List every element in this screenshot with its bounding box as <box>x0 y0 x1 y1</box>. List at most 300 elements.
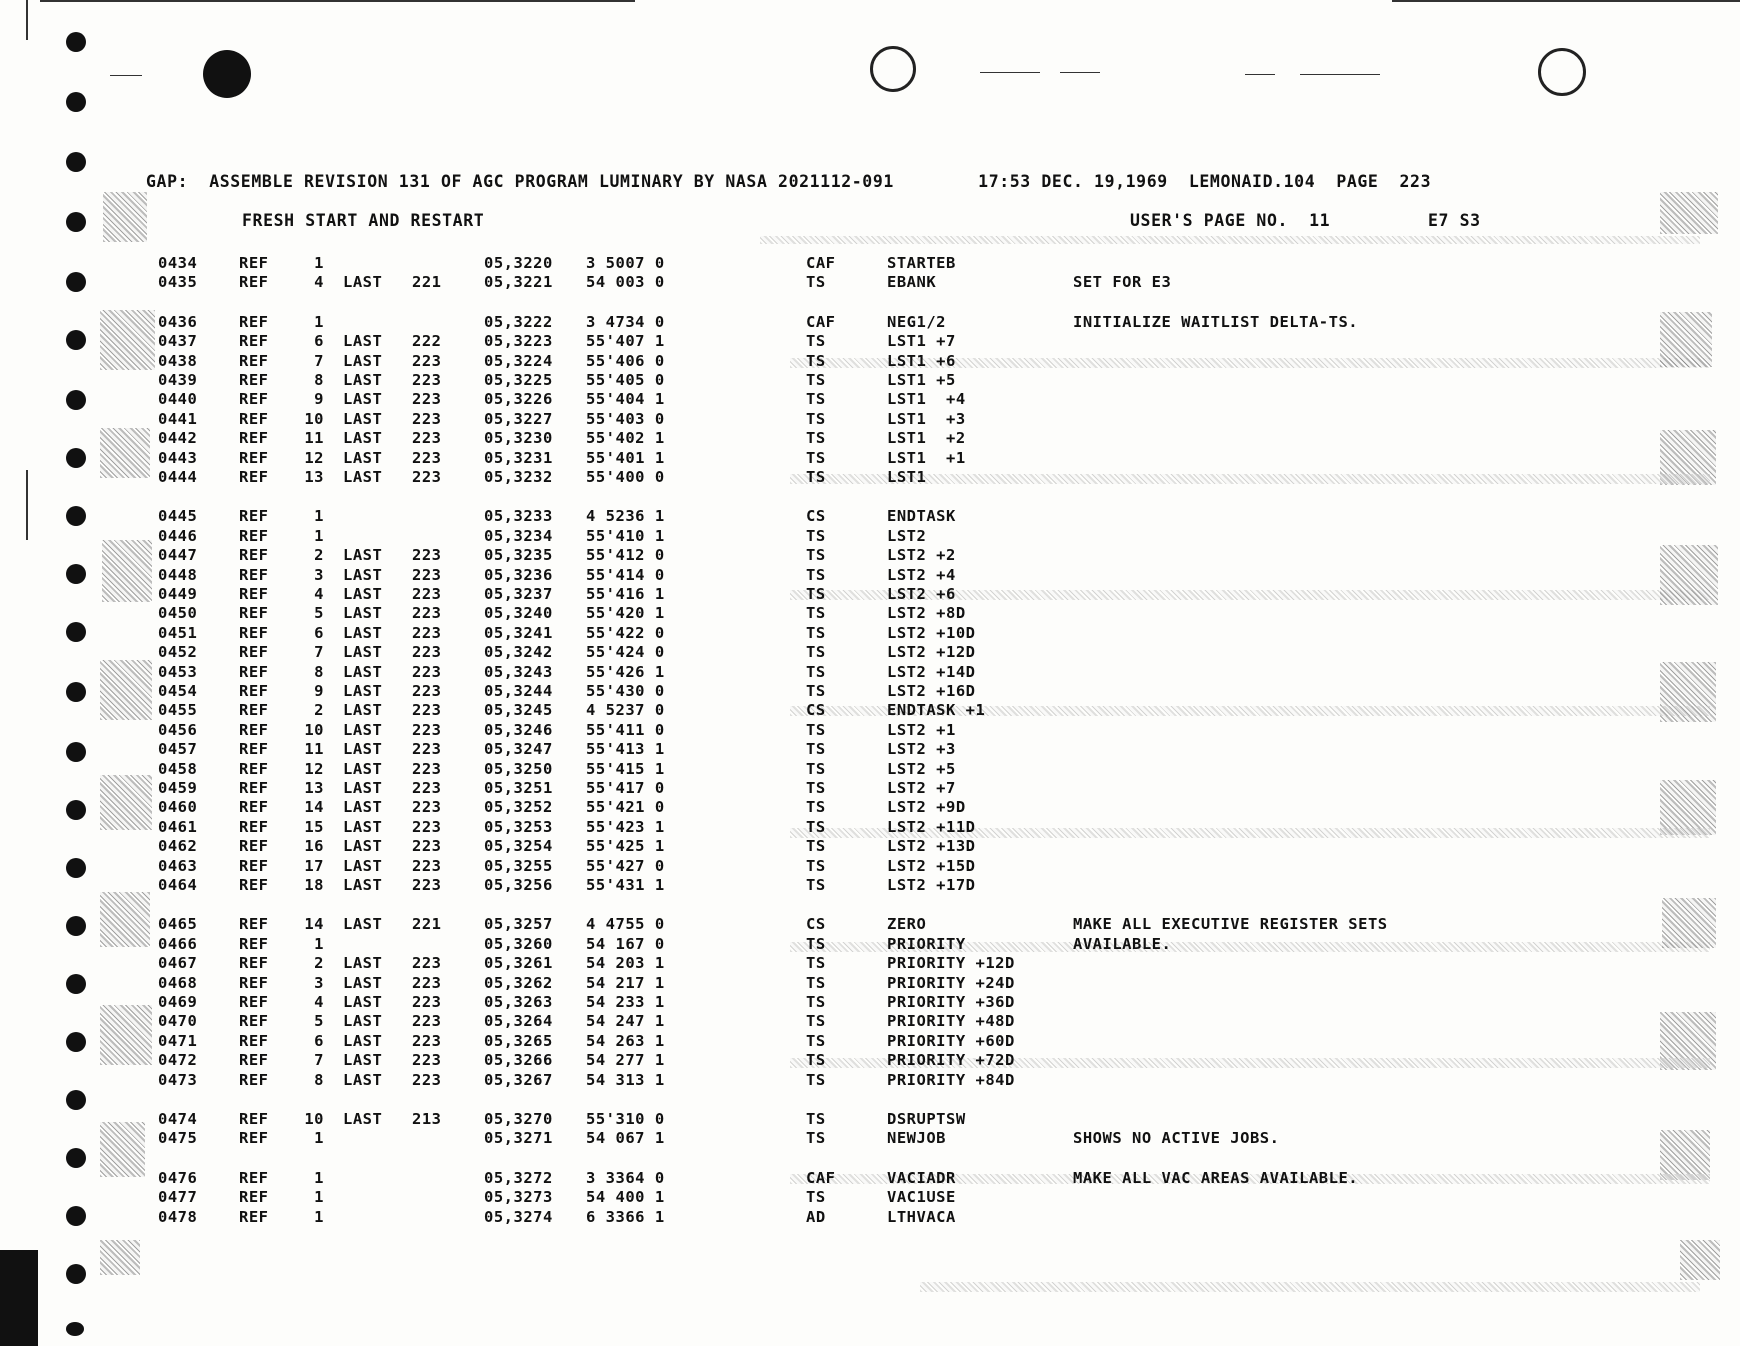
punch-hole <box>66 1090 86 1110</box>
last-label: LAST <box>343 604 383 623</box>
ref-count: 8 <box>314 1070 324 1089</box>
listing-line <box>0 352 1700 371</box>
punch-hole <box>66 1148 86 1168</box>
last-page: 223 <box>412 604 442 623</box>
comment: AVAILABLE. <box>1073 934 1172 953</box>
ref-count: 1 <box>314 254 324 272</box>
ref-count: 12 <box>304 759 324 778</box>
operand: LST2 +15D <box>887 856 976 875</box>
last-label: LAST <box>343 798 383 817</box>
ref-label: REF <box>239 604 269 623</box>
operand: VAC1USE <box>887 1188 956 1207</box>
address: 05,3252 <box>484 798 553 817</box>
listing-line <box>0 1071 1700 1090</box>
address: 05,3235 <box>484 546 553 565</box>
section-title: FRESH START AND RESTART <box>242 211 485 230</box>
address: 05,3255 <box>484 856 553 875</box>
last-label: LAST <box>343 1012 383 1031</box>
ref-count: 15 <box>304 817 324 836</box>
line-number: 0463 <box>158 856 198 875</box>
line-number: 0455 <box>158 701 198 720</box>
operand: LST2 +2 <box>887 546 956 565</box>
object-code: 6 3366 1 <box>586 1207 665 1226</box>
ref-count: 4 <box>314 273 324 292</box>
opcode: TS <box>806 662 826 681</box>
opcode: TS <box>806 623 826 642</box>
comment: MAKE ALL EXECUTIVE REGISTER SETS <box>1073 915 1388 934</box>
object-code: 55'427 0 <box>586 856 665 875</box>
scan-noise <box>1680 1240 1720 1280</box>
operand: ENDTASK +1 <box>887 701 986 720</box>
ref-label: REF <box>239 390 269 409</box>
last-label: LAST <box>343 817 383 836</box>
line-number: 0447 <box>158 546 198 565</box>
comment: SHOWS NO ACTIVE JOBS. <box>1073 1129 1280 1148</box>
object-code: 3 5007 0 <box>586 254 665 272</box>
ref-label: REF <box>239 1168 269 1187</box>
ref-label: REF <box>239 682 269 700</box>
comment: MAKE ALL VAC AREAS AVAILABLE. <box>1073 1168 1359 1187</box>
user-page-number: USER'S PAGE NO. 11 <box>1130 211 1331 230</box>
operand: LST2 +13D <box>887 837 976 856</box>
ref-label: REF <box>239 273 269 292</box>
address: 05,3244 <box>484 682 553 700</box>
address: 05,3261 <box>484 954 553 973</box>
opcode: TS <box>806 332 826 351</box>
ref-label: REF <box>239 429 269 448</box>
opcode: TS <box>806 390 826 409</box>
object-code: 54 263 1 <box>586 1031 665 1050</box>
ref-label: REF <box>239 1031 269 1050</box>
object-code: 54 167 0 <box>586 934 665 953</box>
last-page: 223 <box>412 682 442 700</box>
ref-count: 4 <box>314 993 324 1011</box>
listing-line <box>0 857 1700 876</box>
object-code: 55'412 0 <box>586 546 665 565</box>
listing-line <box>0 410 1700 429</box>
listing-line <box>0 390 1700 409</box>
object-code: 55'426 1 <box>586 662 665 681</box>
last-page: 223 <box>412 351 442 370</box>
opcode: TS <box>806 837 826 856</box>
ref-label: REF <box>239 1207 269 1226</box>
line-number: 0439 <box>158 371 198 389</box>
address: 05,3222 <box>484 312 553 331</box>
opcode: TS <box>806 526 826 545</box>
last-label: LAST <box>343 409 383 428</box>
object-code: 4 4755 0 <box>586 915 665 934</box>
object-code: 55'420 1 <box>586 604 665 623</box>
operand: LST1 +4 <box>887 390 966 409</box>
ref-label: REF <box>239 720 269 739</box>
line-number: 0465 <box>158 915 198 934</box>
line-number: 0466 <box>158 934 198 953</box>
address: 05,3233 <box>484 507 553 526</box>
last-label: LAST <box>343 643 383 662</box>
ref-count: 6 <box>314 1031 324 1050</box>
line-number: 0437 <box>158 332 198 351</box>
line-number: 0464 <box>158 876 198 894</box>
operand: LST1 +7 <box>887 332 956 351</box>
address: 05,3221 <box>484 273 553 292</box>
object-code: 55'424 0 <box>586 643 665 662</box>
last-page: 213 <box>412 1110 442 1128</box>
ref-label: REF <box>239 507 269 526</box>
operand: LST2 +16D <box>887 682 976 700</box>
ref-count: 14 <box>304 798 324 817</box>
listing-line <box>0 1169 1700 1188</box>
last-page: 223 <box>412 585 442 603</box>
operand: LST1 +5 <box>887 371 956 389</box>
ref-label: REF <box>239 779 269 797</box>
ref-label: REF <box>239 312 269 331</box>
address: 05,3254 <box>484 837 553 856</box>
last-label: LAST <box>343 993 383 1011</box>
line-number: 0435 <box>158 273 198 292</box>
left-rule <box>26 0 28 40</box>
last-label: LAST <box>343 390 383 409</box>
operand: LTHVACA <box>887 1207 956 1226</box>
ref-label: REF <box>239 934 269 953</box>
ref-count: 4 <box>314 585 324 603</box>
opcode: CAF <box>806 312 836 331</box>
address: 05,3250 <box>484 759 553 778</box>
binder-ring <box>870 46 916 92</box>
address: 05,3230 <box>484 429 553 448</box>
operand: PRIORITY <box>887 934 966 953</box>
line-number: 0474 <box>158 1110 198 1128</box>
ref-count: 8 <box>314 662 324 681</box>
last-page: 223 <box>412 662 442 681</box>
object-code: 55'416 1 <box>586 585 665 603</box>
last-page: 221 <box>412 915 442 934</box>
object-code: 4 5236 1 <box>586 507 665 526</box>
ref-count: 9 <box>314 390 324 409</box>
comment: SET FOR E3 <box>1073 273 1172 292</box>
ref-label: REF <box>239 565 269 584</box>
address: 05,3274 <box>484 1207 553 1226</box>
scan-streak <box>760 236 1700 244</box>
opcode: TS <box>806 720 826 739</box>
ref-label: REF <box>239 643 269 662</box>
ref-count: 14 <box>304 915 324 934</box>
listing-line <box>0 974 1700 993</box>
address: 05,3266 <box>484 1051 553 1070</box>
operand: PRIORITY +48D <box>887 1012 1015 1031</box>
opcode: TS <box>806 954 826 973</box>
ref-count: 7 <box>314 351 324 370</box>
ref-count: 16 <box>304 837 324 856</box>
address: 05,3226 <box>484 390 553 409</box>
operand: LST1 +1 <box>887 448 966 467</box>
line-number: 0471 <box>158 1031 198 1050</box>
last-label: LAST <box>343 720 383 739</box>
last-label: LAST <box>343 682 383 700</box>
listing-line <box>0 701 1700 720</box>
dash-line <box>110 75 142 76</box>
listing-line <box>0 332 1700 351</box>
ref-label: REF <box>239 448 269 467</box>
address: 05,3245 <box>484 701 553 720</box>
binder-hole <box>203 50 251 98</box>
last-page: 223 <box>412 390 442 409</box>
last-label: LAST <box>343 740 383 759</box>
operand: PRIORITY +60D <box>887 1031 1015 1050</box>
address: 05,3251 <box>484 779 553 797</box>
object-code: 55'414 0 <box>586 565 665 584</box>
listing-line <box>0 837 1700 856</box>
line-number: 0446 <box>158 526 198 545</box>
object-code: 54 067 1 <box>586 1129 665 1148</box>
last-page: 223 <box>412 409 442 428</box>
ref-label: REF <box>239 254 269 272</box>
opcode: TS <box>806 546 826 565</box>
line-number: 0440 <box>158 390 198 409</box>
listing-line <box>0 779 1700 798</box>
scan-noise <box>1660 192 1718 234</box>
listing-line <box>0 1110 1700 1129</box>
ref-count: 10 <box>304 720 324 739</box>
ref-label: REF <box>239 1110 269 1128</box>
line-number: 0477 <box>158 1188 198 1207</box>
opcode: TS <box>806 1110 826 1128</box>
operand: LST2 +1 <box>887 720 956 739</box>
last-page: 223 <box>412 565 442 584</box>
operand: NEWJOB <box>887 1129 946 1148</box>
listing-line <box>0 915 1700 934</box>
address: 05,3271 <box>484 1129 553 1148</box>
opcode: CAF <box>806 254 836 272</box>
ref-label: REF <box>239 1129 269 1148</box>
ref-count: 3 <box>314 565 324 584</box>
ref-label: REF <box>239 701 269 720</box>
ref-label: REF <box>239 1188 269 1207</box>
opcode: CS <box>806 701 826 720</box>
opcode: TS <box>806 876 826 894</box>
object-code: 55'430 0 <box>586 682 665 700</box>
last-label: LAST <box>343 546 383 565</box>
last-page: 223 <box>412 1070 442 1089</box>
operand: LST1 +6 <box>887 351 956 370</box>
line-number: 0472 <box>158 1051 198 1070</box>
address: 05,3225 <box>484 371 553 389</box>
line-number: 0467 <box>158 954 198 973</box>
opcode: TS <box>806 1012 826 1031</box>
listing-line <box>0 585 1700 604</box>
address: 05,3232 <box>484 468 553 486</box>
ref-count: 6 <box>314 623 324 642</box>
object-code: 55'406 0 <box>586 351 665 370</box>
listing-header: GAP: ASSEMBLE REVISION 131 OF AGC PROGRAM LUMINARY BY NASA 2021112-091 17:53 DEC. 19,1969 LEMONAID.104 PAGE 223 <box>146 172 1432 191</box>
opcode: TS <box>806 856 826 875</box>
opcode: TS <box>806 351 826 370</box>
opcode: TS <box>806 448 826 467</box>
top-rule <box>1392 0 1740 2</box>
last-label: LAST <box>343 856 383 875</box>
last-page: 223 <box>412 429 442 448</box>
operand: LST2 +8D <box>887 604 966 623</box>
listing-line <box>0 254 1700 273</box>
address: 05,3224 <box>484 351 553 370</box>
last-page: 223 <box>412 798 442 817</box>
punch-hole <box>66 92 86 112</box>
opcode: TS <box>806 779 826 797</box>
opcode: TS <box>806 993 826 1011</box>
last-page: 223 <box>412 954 442 973</box>
last-label: LAST <box>343 1110 383 1128</box>
line-number: 0443 <box>158 448 198 467</box>
line-number: 0476 <box>158 1168 198 1187</box>
ref-label: REF <box>239 817 269 836</box>
operand: DSRUPTSW <box>887 1110 966 1128</box>
listing-line <box>0 663 1700 682</box>
operand: LST2 +3 <box>887 740 956 759</box>
line-number: 0441 <box>158 409 198 428</box>
ref-count: 5 <box>314 604 324 623</box>
last-label: LAST <box>343 1031 383 1050</box>
operand: LST1 +3 <box>887 409 966 428</box>
opcode: TS <box>806 409 826 428</box>
ref-label: REF <box>239 585 269 603</box>
operand: LST2 +7 <box>887 779 956 797</box>
operand: PRIORITY +84D <box>887 1070 1015 1089</box>
opcode: TS <box>806 973 826 992</box>
last-page: 223 <box>412 876 442 894</box>
operand: LST2 +6 <box>887 585 956 603</box>
dash-line <box>1060 72 1100 73</box>
opcode: TS <box>806 273 826 292</box>
ref-count: 1 <box>314 1188 324 1207</box>
ref-label: REF <box>239 371 269 389</box>
ref-count: 2 <box>314 701 324 720</box>
operand: LST2 +11D <box>887 817 976 836</box>
object-code: 55'404 1 <box>586 390 665 409</box>
opcode: TS <box>806 585 826 603</box>
ref-label: REF <box>239 1051 269 1070</box>
ref-count: 13 <box>304 468 324 486</box>
ref-count: 1 <box>314 312 324 331</box>
ref-count: 5 <box>314 1012 324 1031</box>
ref-label: REF <box>239 351 269 370</box>
object-code: 54 233 1 <box>586 993 665 1011</box>
ref-label: REF <box>239 954 269 973</box>
listing-line <box>0 546 1700 565</box>
address: 05,3237 <box>484 585 553 603</box>
ref-count: 12 <box>304 448 324 467</box>
last-page: 223 <box>412 371 442 389</box>
address: 05,3257 <box>484 915 553 934</box>
opcode: TS <box>806 643 826 662</box>
page-tag: E7 S3 <box>1428 211 1481 230</box>
object-code: 55'410 1 <box>586 526 665 545</box>
line-number: 0473 <box>158 1070 198 1089</box>
ref-label: REF <box>239 973 269 992</box>
operand: PRIORITY +12D <box>887 954 1015 973</box>
line-number: 0445 <box>158 507 198 526</box>
line-number: 0442 <box>158 429 198 448</box>
opcode: TS <box>806 934 826 953</box>
punch-hole <box>66 1264 86 1284</box>
ref-count: 10 <box>304 1110 324 1128</box>
listing-line <box>0 798 1700 817</box>
dash-line <box>1245 74 1275 75</box>
object-code: 55'403 0 <box>586 409 665 428</box>
ref-count: 1 <box>314 507 324 526</box>
operand: ZERO <box>887 915 927 934</box>
ref-count: 8 <box>314 371 324 389</box>
ref-label: REF <box>239 623 269 642</box>
listing-line <box>0 1032 1700 1051</box>
object-code: 3 4734 0 <box>586 312 665 331</box>
listing-line <box>0 643 1700 662</box>
operand: ENDTASK <box>887 507 956 526</box>
last-label: LAST <box>343 915 383 934</box>
address: 05,3264 <box>484 1012 553 1031</box>
opcode: TS <box>806 740 826 759</box>
line-number: 0449 <box>158 585 198 603</box>
listing-line <box>0 954 1700 973</box>
line-number: 0434 <box>158 254 198 272</box>
object-code: 55'423 1 <box>586 817 665 836</box>
opcode: TS <box>806 1070 826 1089</box>
address: 05,3236 <box>484 565 553 584</box>
last-label: LAST <box>343 701 383 720</box>
address: 05,3231 <box>484 448 553 467</box>
scan-noise <box>100 1240 140 1275</box>
operand: STARTEB <box>887 254 956 272</box>
object-code: 55'411 0 <box>586 720 665 739</box>
address: 05,3234 <box>484 526 553 545</box>
ref-count: 7 <box>314 643 324 662</box>
object-code: 54 203 1 <box>586 954 665 973</box>
line-number: 0457 <box>158 740 198 759</box>
scan-streak <box>920 1282 1700 1292</box>
ref-count: 11 <box>304 429 324 448</box>
ref-label: REF <box>239 798 269 817</box>
ref-label: REF <box>239 409 269 428</box>
listing-line <box>0 682 1700 701</box>
line-number: 0454 <box>158 682 198 700</box>
address: 05,3223 <box>484 332 553 351</box>
line-number: 0438 <box>158 351 198 370</box>
listing-line <box>0 1208 1700 1227</box>
listing-line <box>0 740 1700 759</box>
opcode: TS <box>806 798 826 817</box>
last-page: 223 <box>412 973 442 992</box>
operand: LST2 +12D <box>887 643 976 662</box>
operand: NEG1/2 <box>887 312 946 331</box>
last-page: 223 <box>412 623 442 642</box>
address: 05,3256 <box>484 876 553 894</box>
address: 05,3241 <box>484 623 553 642</box>
punch-hole <box>66 212 86 232</box>
last-page: 223 <box>412 1051 442 1070</box>
object-code: 55'310 0 <box>586 1110 665 1128</box>
opcode: TS <box>806 468 826 486</box>
last-label: LAST <box>343 973 383 992</box>
ref-label: REF <box>239 546 269 565</box>
last-label: LAST <box>343 1070 383 1089</box>
listing-line <box>0 935 1700 954</box>
scan-noise <box>103 192 147 242</box>
listing-line <box>0 429 1700 448</box>
listing-line <box>0 760 1700 779</box>
ref-label: REF <box>239 856 269 875</box>
address: 05,3267 <box>484 1070 553 1089</box>
ref-count: 11 <box>304 740 324 759</box>
object-code: 55'402 1 <box>586 429 665 448</box>
operand: PRIORITY +36D <box>887 993 1015 1011</box>
